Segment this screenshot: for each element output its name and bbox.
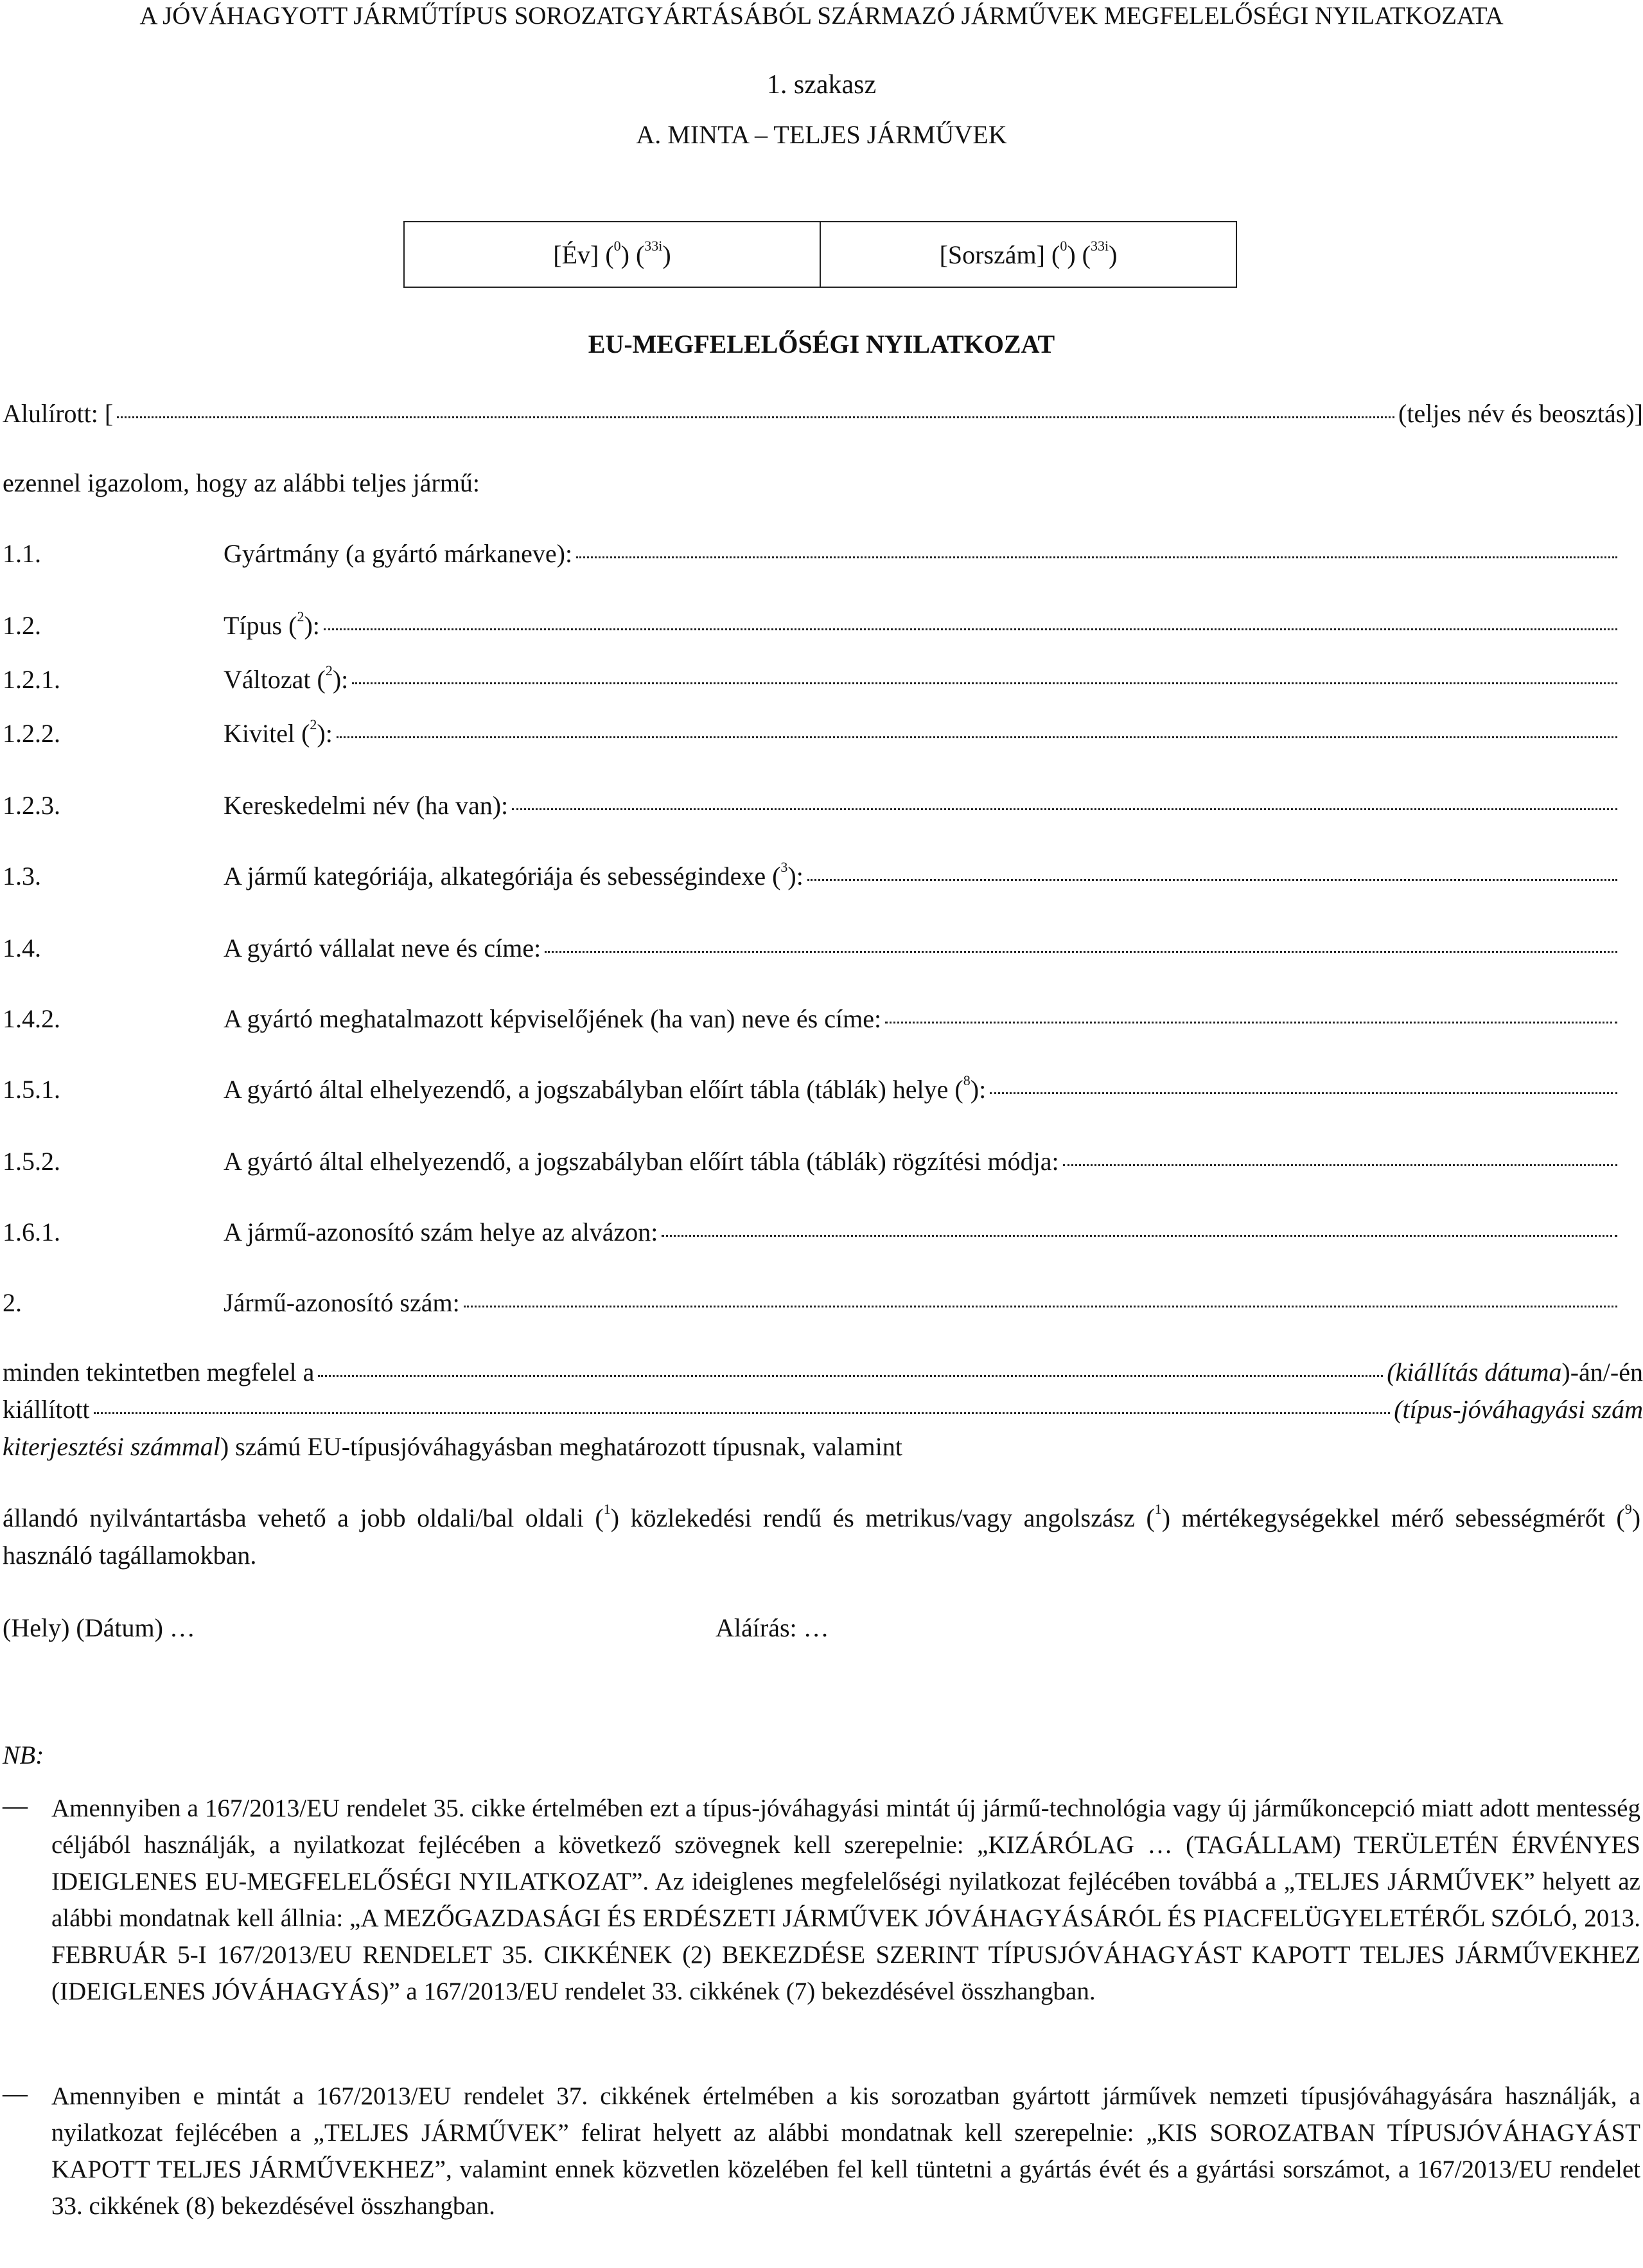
header-year-cell <box>405 222 820 287</box>
item-label: A gyártó által elhelyezendő, a jogszabályban előírt tábla (táblák) helye ($^8$): <box>224 1072 987 1104</box>
item-row <box>224 933 1617 963</box>
conformity-line-1 <box>3 1357 1643 1387</box>
item-label: A gyártó vállalat neve és címe: <box>224 934 541 962</box>
item-row <box>224 538 1617 569</box>
conformity-line-2 <box>3 1394 1643 1424</box>
item-blank[interactable] <box>352 682 1617 684</box>
item-blank[interactable] <box>324 628 1617 630</box>
item-row <box>224 718 1617 749</box>
item-label: A jármű-azonosító szám helye az alvázon: <box>224 1218 658 1246</box>
item-label: A gyártó által elhelyezendő, a jogszabályban előírt tábla (táblák) rögzítési módja: <box>224 1147 1059 1176</box>
item-blank[interactable] <box>807 879 1617 881</box>
item-number: 1.2. <box>3 611 41 640</box>
note-paragraph: Amennyiben a 167/2013/EU rendelet 35. cikke értelmében ezt a típus-jóváhagyási mintát új jármű-technológia vagy új járműkoncepció miatt adott mentesség céljából használják, a nyilatkozat fejlécében a következő szövegnek kell szerepelnie: „KIZÁRÓLAG … (TAGÁLLAM) TERÜLETÉN ÉRVÉNYES IDEIGLENES EU-MEGFELELŐSÉGI NYILATKOZAT”. Az ideiglenes megfelelőségi nyilatkozat fejlécében továbbá a „TELJES JÁRMŰVEK” helyett az alábbi mondatnak kell állnia: „A MEZŐGAZDASÁGI ÉS ERDÉSZETI JÁRMŰVEK JÓVÁHAGYÁSÁRÓL ÉS PIACFELÜGYELETÉRŐL SZÓLÓ, 2013. FEBRUÁR 5-I 167/2013/EU RENDELET 35. CIKKÉNEK (2) BEKEZDÉSE SZERINT TÍPUSJÓVÁHAGYÁST KAPOTT TELJES JÁRMŰVEKHEZ (IDEIGLENES JÓVÁHAGYÁS)” a 167/2013/EU rendelet 33. cikkének (7) bekezdésével összhangban. <box>51 1794 1640 2005</box>
item-number: 1.4.2. <box>3 1004 60 1033</box>
item-number: 1.5.1. <box>3 1075 60 1104</box>
item-blank[interactable] <box>464 1306 1617 1307</box>
item-blank[interactable] <box>1063 1164 1617 1166</box>
item-number: 1.2.3. <box>3 791 60 820</box>
conformity-prefix-1: minden tekintetben megfelel a <box>3 1358 315 1386</box>
signature: Aláírás: … <box>716 1613 829 1642</box>
document-title: A JÓVÁHAGYOTT JÁRMŰTÍPUS SOROZATGYÁRTÁSÁBÓL SZÁRMAZÓ JÁRMŰVEK MEGFELELŐSÉGI NYILATKOZATA <box>139 2 1504 30</box>
item-number: 1.6.1. <box>3 1218 60 1246</box>
model-label: A. MINTA – TELJES JÁRMŰVEK <box>636 120 1007 149</box>
item-label: Változat ($^2$): <box>224 662 349 694</box>
conformity-blank-1[interactable] <box>318 1375 1383 1377</box>
registration-text: állandó nyilvántartásba vehető a jobb oldali/bal oldali ($^1$) közlekedési rendű és metrikus/vagy angolszász ($^1$) mértékegységekkel mérő sebességmérőt ($^9$) használó tagállamokban. <box>3 1501 1641 1570</box>
conformity-suffix-1: (kiállítás dátuma)-án/-én <box>1387 1358 1643 1386</box>
undersigned-line <box>3 398 1643 429</box>
item-blank[interactable] <box>545 951 1617 953</box>
item-row <box>224 1074 1617 1104</box>
item-row <box>224 1146 1617 1176</box>
item-row <box>224 1217 1617 1247</box>
nb-label: NB: <box>3 1741 44 1769</box>
item-blank[interactable] <box>512 808 1617 810</box>
section-label: 1. szakasz <box>766 70 877 100</box>
item-label: Gyártmány (a gyártó márkaneve): <box>224 539 573 568</box>
item-number: 1.2.2. <box>3 719 60 748</box>
item-label: Jármű-azonosító szám: <box>224 1288 460 1317</box>
item-label: A gyártó meghatalmazott képviselőjének (ha van) neve és címe: <box>224 1004 882 1033</box>
item-blank[interactable] <box>662 1235 1617 1237</box>
note-dash: — <box>3 2080 28 2107</box>
item-blank[interactable] <box>990 1092 1617 1094</box>
item-row <box>224 1004 1617 1034</box>
item-blank[interactable] <box>337 736 1617 738</box>
header-serial-cell <box>820 222 1236 287</box>
item-blank[interactable] <box>576 556 1617 558</box>
header-year-text: [Év] ($^0$) ($^{33i}$) <box>553 237 671 269</box>
item-row <box>224 861 1617 891</box>
item-row <box>224 1288 1617 1318</box>
undersigned-blank[interactable] <box>117 416 1394 418</box>
note-dash: — <box>3 1792 28 1820</box>
note-paragraph: Amennyiben e mintát a 167/2013/EU rendelet 37. cikkének értelmében a kis sorozatban gyártott járművek nemzeti típusjóváhagyására használják, a nyilatkozat fejlécében a „TELJES JÁRMŰVEK” felirat helyett az alábbi mondatnak kell szerepelnie: „KIS SOROZATBAN TÍPUSJÓVÁHAGYÁST KAPOTT TELJES JÁRMŰVEKHEZ”, valamint ennek közvetlen közelében fel kell tüntetni a gyártás évét és a gyártási sorszámot, a 167/2013/EU rendelet 33. cikkének (8) bekezdésével összhangban. <box>51 2082 1640 2220</box>
undersigned-prefix: Alulírott: [ <box>3 399 114 428</box>
item-label: Típus ($^2$): <box>224 608 320 640</box>
item-label: Kivitel ($^2$): <box>224 716 333 748</box>
item-number: 1.1. <box>3 539 41 568</box>
intro-text: ezennel igazolom, hogy az alábbi teljes jármű: <box>3 468 480 497</box>
conformity-suffix-2: (típus-jóváhagyási szám <box>1394 1395 1643 1424</box>
item-row <box>224 790 1617 820</box>
undersigned-suffix: (teljes név és beosztás)] <box>1398 399 1643 428</box>
item-row <box>224 610 1617 641</box>
header-box <box>403 221 1237 288</box>
item-blank[interactable] <box>885 1022 1617 1023</box>
item-number: 1.4. <box>3 934 41 962</box>
item-number: 1.3. <box>3 862 41 890</box>
item-label: A jármű kategóriája, alkategóriája és sebességindexe ($^3$): <box>224 859 804 890</box>
item-number: 1.2.1. <box>3 665 60 694</box>
item-row <box>224 664 1617 695</box>
conformity-blank-2[interactable] <box>94 1412 1391 1414</box>
item-number: 2. <box>3 1288 22 1317</box>
declaration-title: EU-MEGFELELŐSÉGI NYILATKOZAT <box>588 330 1055 359</box>
item-label: Kereskedelmi név (ha van): <box>224 791 509 820</box>
conformity-line-3: kiterjesztési számmal) számú EU-típusjóváhagyásban meghatározott típusnak, valamint <box>3 1432 902 1461</box>
conformity-prefix-2: kiállított <box>3 1395 90 1424</box>
place-date: (Hely) (Dátum) … <box>3 1613 195 1642</box>
header-serial-text: [Sorszám] ($^0$) ($^{33i}$) <box>939 237 1118 269</box>
item-number: 1.5.2. <box>3 1147 60 1176</box>
